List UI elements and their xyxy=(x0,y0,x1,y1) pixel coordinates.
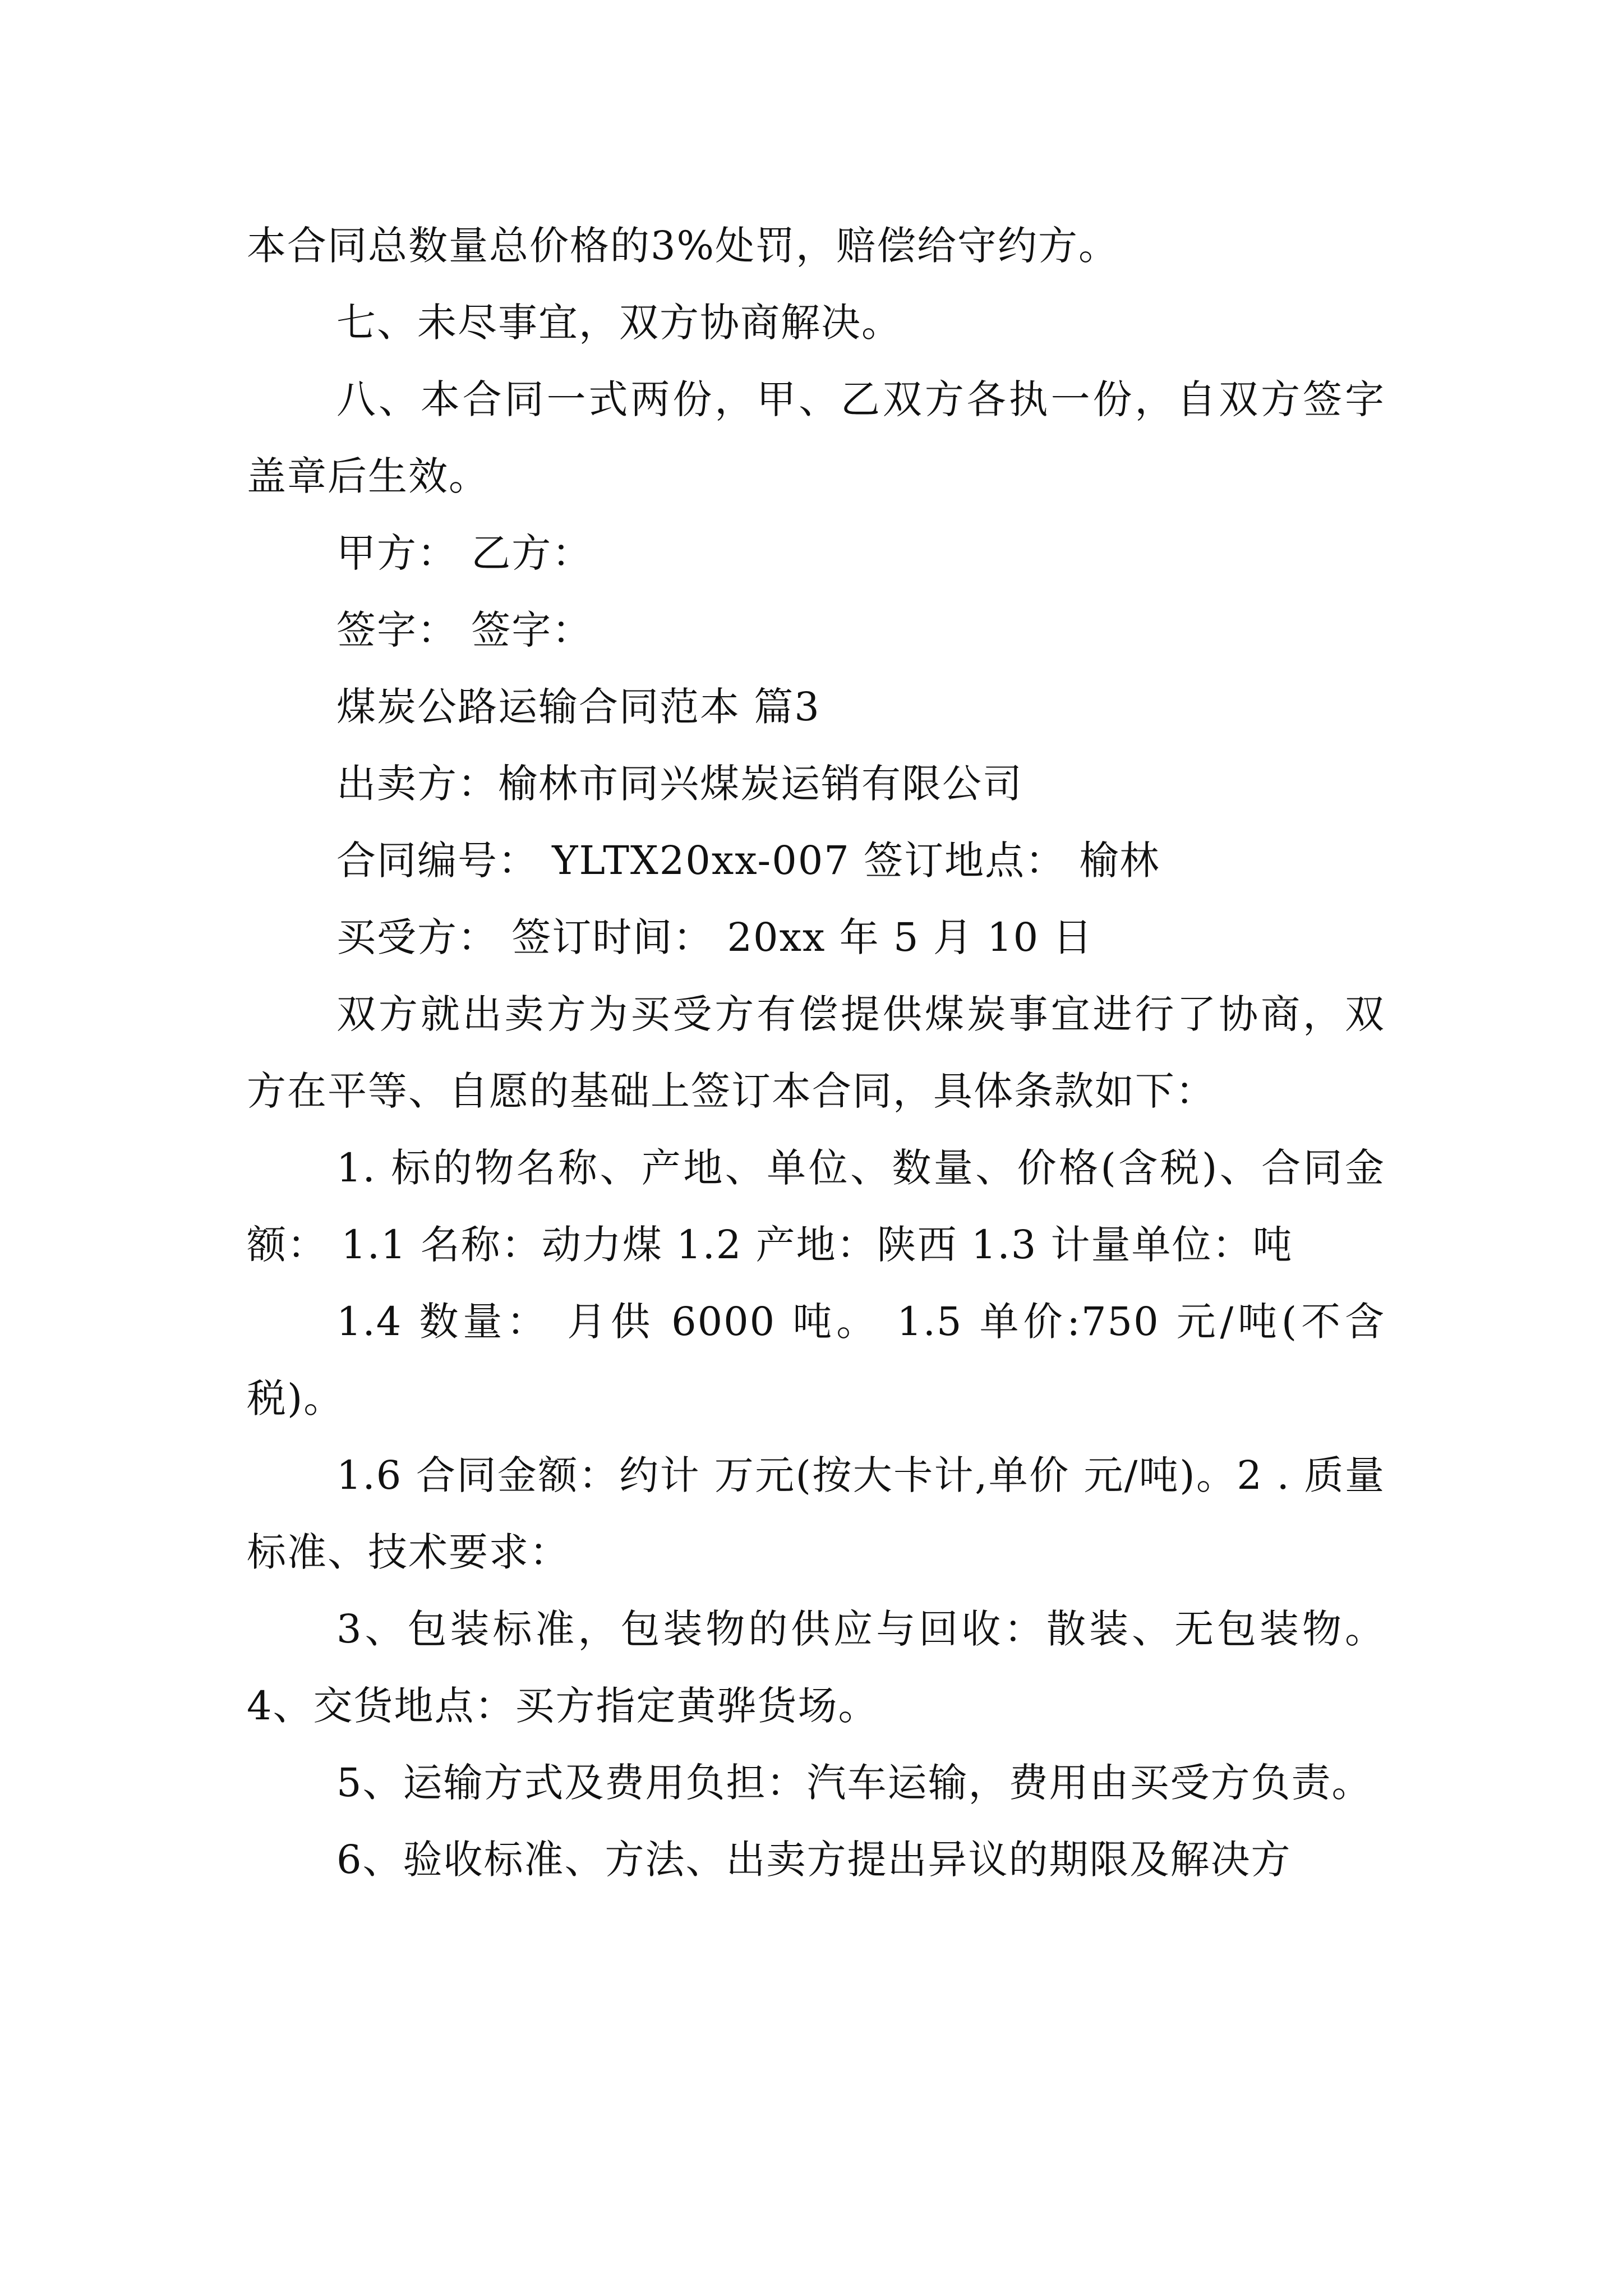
paragraph-item-1-6: 1.6 合同金额：约计 万元(按大卡计,单价 元/吨)。2 . 质量标准、技术要求： xyxy=(247,1452,1385,1575)
contract-number-line: 合同编号： YLTX20xx-007 签订地点： 榆林 xyxy=(336,838,1160,884)
paragraph-clause-8: 八、本合同一式两份，甲、乙双方各执一份，自双方签字盖章后生效。 xyxy=(247,376,1385,499)
contract-text xyxy=(247,208,1385,1898)
paragraph-preamble: 双方就出卖方为买受方有偿提供煤炭事宜进行了协商，双方在平等、自愿的基础上签订本合同，具体条款如下： xyxy=(247,991,1385,1114)
paragraph-item-1: 1. 标的物名称、产地、单位、数量、价格(含税)、合同金额： 1.1 名称：动力煤 1.2 产地：陕西 1.3 计量单位：吨 xyxy=(247,1145,1385,1268)
paragraph-item-5: 5、运输方式及费用负担：汽车运输，费用由买受方负责。 xyxy=(336,1760,1372,1806)
paragraph-item-1-4: 1.4 数量： 月供 6000 吨。 1.5 单价:750 元/吨(不含税)。 xyxy=(247,1299,1385,1421)
party-labels: 甲方： 乙方： xyxy=(336,530,593,576)
paragraph-item-6: 6、验收标准、方法、出卖方提出异议的期限及解决方 xyxy=(336,1837,1292,1883)
paragraph-item-3-4: 3、包装标准，包装物的供应与回收：散装、无包装物。4、交货地点：买方指定黄骅货场。 xyxy=(247,1606,1385,1729)
section-heading: 煤炭公路运输合同范本 篇3 xyxy=(336,684,820,730)
paragraph-penalty-clause: 本合同总数量总价格的3%处罚，赔偿给守约方。 xyxy=(247,223,1119,269)
buyer-line: 买受方： 签订时间： 20xx 年 5 月 10 日 xyxy=(336,914,1094,960)
seller-line: 出卖方：榆林市同兴煤炭运销有限公司 xyxy=(336,761,1023,807)
paragraph-clause-7: 七、未尽事宜，双方协商解决。 xyxy=(336,300,902,346)
signature-labels: 签字： 签字： xyxy=(336,607,593,653)
